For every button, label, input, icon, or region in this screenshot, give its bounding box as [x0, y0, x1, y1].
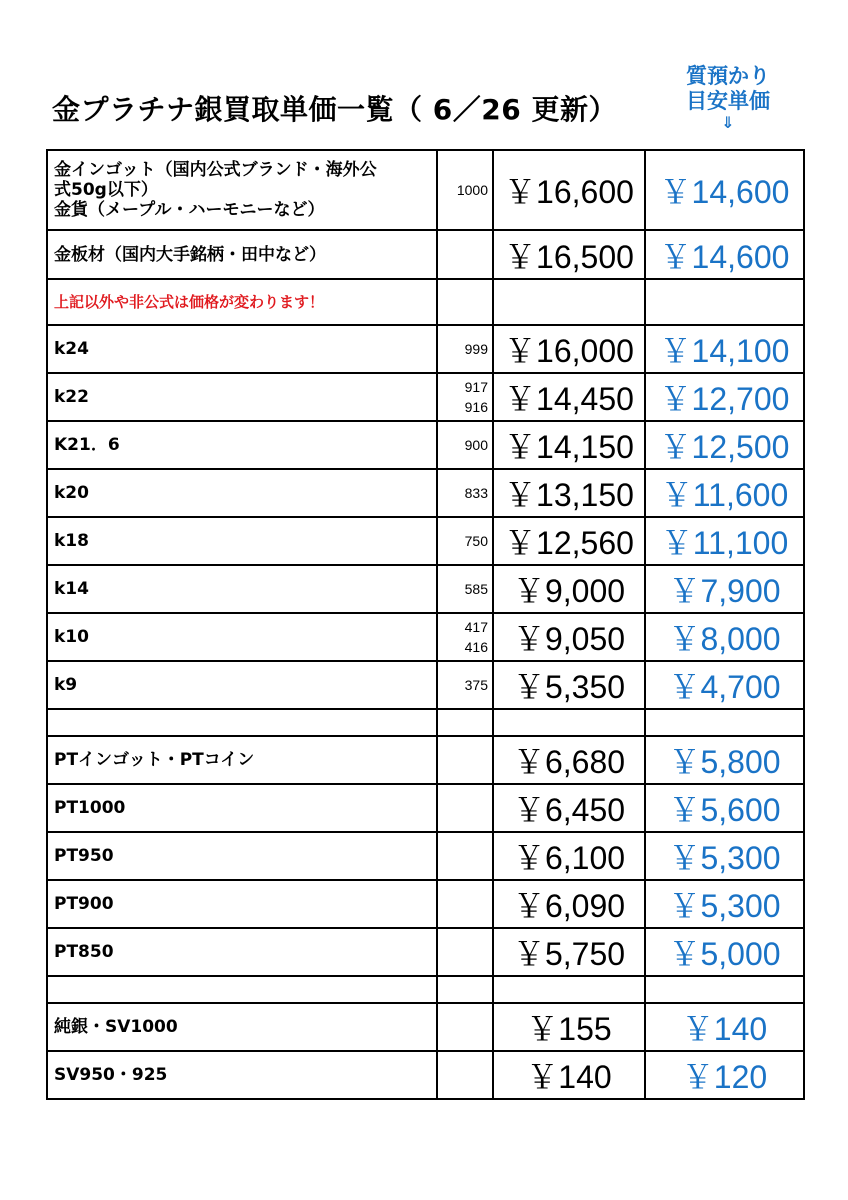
pawn-price-cell: ￥5,000: [645, 928, 804, 976]
item-name-line: 金貨（メープル・ハーモニーなど）: [54, 200, 325, 220]
table-row: [47, 325, 804, 373]
pawn-price-cell: ￥12,500: [645, 421, 804, 469]
purity-cell: [437, 613, 493, 661]
purity-value: 999: [464, 341, 488, 357]
purity-cell: [437, 1003, 493, 1051]
buy-price-cell: ￥5,350: [493, 661, 645, 709]
purity-cell: [437, 469, 493, 517]
buy-price-cell: ￥140: [493, 1051, 645, 1099]
item-name-cell: [47, 1051, 437, 1099]
buy-price-cell: ￥5,750: [493, 928, 645, 976]
item-name-line: PT1000: [54, 798, 126, 818]
item-name-line: 金板材（国内大手銘柄・田中など）: [54, 244, 326, 265]
purity-value: 900: [464, 437, 488, 453]
item-name-line: PT850: [54, 942, 114, 962]
purity-cell: [437, 928, 493, 976]
pawn-price-cell: ￥11,600: [645, 469, 804, 517]
item-name-cell: [47, 469, 437, 517]
item-name-line: k20: [54, 483, 89, 503]
item-name-cell: [47, 928, 437, 976]
item-name-cell: [47, 736, 437, 784]
buy-price-cell: ￥16,500: [493, 230, 645, 279]
item-name-cell: [47, 661, 437, 709]
purity-cell: [437, 1051, 493, 1099]
purity-cell: [437, 517, 493, 565]
buy-price-cell: ￥6,100: [493, 832, 645, 880]
buy-price-cell: ￥6,090: [493, 880, 645, 928]
purity-cell: [437, 976, 493, 1003]
buy-price-cell: [493, 709, 645, 736]
pawn-price-cell: ￥4,700: [645, 661, 804, 709]
item-name-cell: [47, 709, 437, 736]
purity-cell: [437, 325, 493, 373]
buy-price-cell: ￥155: [493, 1003, 645, 1051]
item-name-line: k22: [54, 387, 89, 407]
pawn-price-cell: ￥7,900: [645, 565, 804, 613]
item-name-cell: [47, 784, 437, 832]
buy-price-cell: ￥9,050: [493, 613, 645, 661]
pawn-price-cell: ￥14,600: [645, 150, 804, 230]
pawn-price-cell: ￥8,000: [645, 613, 804, 661]
purity-cell: [437, 373, 493, 421]
purity-value: 375: [464, 677, 488, 693]
item-name-line: 純銀・SV1000: [54, 1017, 178, 1037]
item-name-line: PTインゴット・PTコイン: [54, 750, 255, 770]
item-name-line: k9: [54, 675, 78, 695]
buy-price-cell: ￥6,680: [493, 736, 645, 784]
buy-price-cell: [493, 279, 645, 325]
table-row: [47, 928, 804, 976]
price-table: [46, 149, 805, 1100]
page-title: 金プラチナ銀買取単価一覧（ 6／26 更新）: [52, 93, 617, 126]
pawn-price-cell: ￥14,100: [645, 325, 804, 373]
table-row: [47, 832, 804, 880]
item-name-cell: [47, 279, 437, 325]
table-row: [47, 373, 804, 421]
pawn-price-cell: [645, 279, 804, 325]
pawn-price-cell: ￥14,600: [645, 230, 804, 279]
purity-value: 1000: [456, 182, 488, 198]
item-name-line: k24: [54, 339, 89, 359]
table-row: [47, 1051, 804, 1099]
buy-price-cell: ￥13,150: [493, 469, 645, 517]
table-row: [47, 613, 804, 661]
item-name-cell: [47, 880, 437, 928]
buy-price-cell: ￥16,600: [493, 150, 645, 230]
pawn-price-cell: [645, 976, 804, 1003]
item-name-line: PT950: [54, 846, 114, 866]
pawn-price-cell: [645, 709, 804, 736]
table-row: [47, 150, 804, 230]
item-name-cell: [47, 976, 437, 1003]
item-name-cell: [47, 1003, 437, 1051]
item-name-line: k18: [54, 531, 89, 551]
item-name-cell: [47, 565, 437, 613]
item-name-line: k10: [54, 627, 89, 647]
item-name-line: 式50g以下）: [54, 180, 158, 200]
pawn-price-cell: ￥12,700: [645, 373, 804, 421]
pawn-price-cell: ￥5,300: [645, 832, 804, 880]
item-name-cell: [47, 517, 437, 565]
pawn-price-cell: ￥140: [645, 1003, 804, 1051]
item-name-cell: [47, 421, 437, 469]
purity-value: 916: [464, 399, 488, 415]
table-row: [47, 469, 804, 517]
purity-cell: [437, 279, 493, 325]
pawn-price-cell: ￥11,100: [645, 517, 804, 565]
table-row: [47, 421, 804, 469]
buy-price-cell: [493, 976, 645, 1003]
purity-cell: [437, 565, 493, 613]
pawn-header-line2: 目安単価: [686, 89, 770, 113]
purity-cell: [437, 736, 493, 784]
purity-cell: [437, 230, 493, 279]
purity-value: 917: [464, 379, 488, 395]
spacer-row: [47, 976, 804, 1003]
table-row: [47, 1003, 804, 1051]
purity-value: 417: [464, 619, 488, 635]
item-name-line: SV950・925: [54, 1065, 168, 1085]
item-name-cell: [47, 325, 437, 373]
table-row: [47, 661, 804, 709]
purity-cell: [437, 150, 493, 230]
purity-value: 585: [464, 581, 488, 597]
pawn-price-cell: ￥120: [645, 1051, 804, 1099]
purity-cell: [437, 421, 493, 469]
note-row: [47, 279, 804, 325]
purity-value: 750: [464, 533, 488, 549]
down-arrow-icon: ⇓: [721, 113, 735, 132]
pawn-price-cell: ￥5,300: [645, 880, 804, 928]
spacer-row: [47, 709, 804, 736]
purity-value: 833: [464, 485, 488, 501]
purity-cell: [437, 661, 493, 709]
buy-price-cell: ￥16,000: [493, 325, 645, 373]
purity-value: 416: [464, 639, 488, 655]
price-table-body: [47, 150, 804, 1099]
table-row: [47, 230, 804, 279]
pawn-price-cell: ￥5,800: [645, 736, 804, 784]
pawn-header-line1: 質預かり: [686, 64, 770, 88]
table-row: [47, 565, 804, 613]
item-name-line: 上記以外や非公式は価格が変わります！: [54, 293, 325, 311]
item-name-line: K21．6: [54, 435, 120, 455]
item-name-cell: [47, 613, 437, 661]
pawn-price-cell: ￥5,600: [645, 784, 804, 832]
buy-price-cell: ￥12,560: [493, 517, 645, 565]
table-row: [47, 784, 804, 832]
item-name-cell: [47, 230, 437, 279]
table-row: [47, 880, 804, 928]
pawn-estimate-header: [654, 64, 802, 132]
buy-price-cell: ￥6,450: [493, 784, 645, 832]
item-name-cell: [47, 373, 437, 421]
table-row: [47, 517, 804, 565]
buy-price-cell: ￥9,000: [493, 565, 645, 613]
item-name-cell: [47, 150, 437, 230]
item-name-line: PT900: [54, 894, 114, 914]
table-row: [47, 736, 804, 784]
item-name-line: k14: [54, 579, 89, 599]
purity-cell: [437, 880, 493, 928]
item-name-cell: [47, 832, 437, 880]
purity-cell: [437, 784, 493, 832]
purity-cell: [437, 832, 493, 880]
item-name-line: 金インゴット（国内公式ブランド・海外公: [54, 160, 377, 180]
buy-price-cell: ￥14,150: [493, 421, 645, 469]
buy-price-cell: ￥14,450: [493, 373, 645, 421]
purity-cell: [437, 709, 493, 736]
